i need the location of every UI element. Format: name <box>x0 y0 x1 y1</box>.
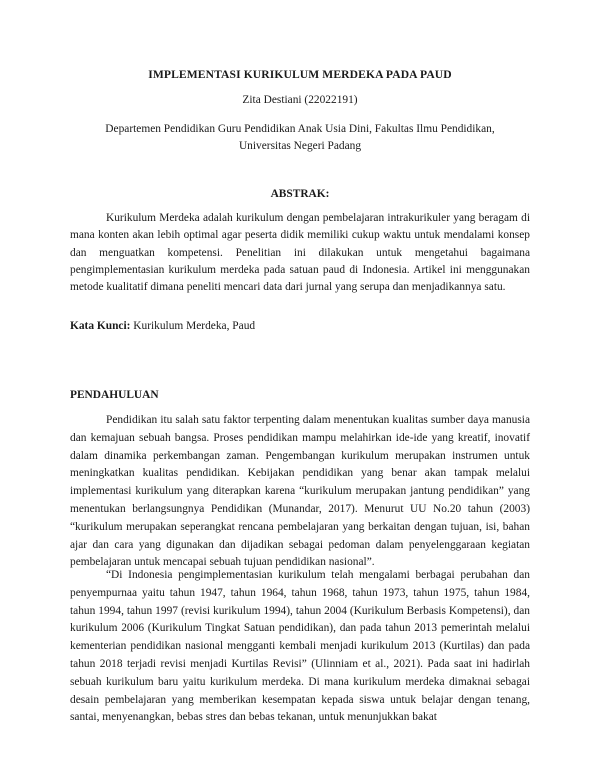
paper-title: IMPLEMENTASI KURIKULUM MERDEKA PADA PAUD <box>148 68 452 81</box>
paragraph-1: Pendidikan itu salah satu faktor terpenting dalam menentukan kualitas sumber daya manusia dan kemajuan sebuah bangsa. Proses pendidikan mampu melahirkan ide-ide yang kreatif, inovatif dalam dinamika perkembangan zaman. Pengembangan kurikulum merupakan instrumen untuk meningkatkan kualitas pendidikan. Kebijakan pendidikan yang benar akan tampak melalui implementasi kurikulum yang diterapkan karena “kurikulum merupakan jantung pendidikan” yang menentukan berlangsungnya Pendidikan (Munandar, 2017). Menurut UU No.20 tahun (2003) “kurikulum merupakan seperangkat rencana pembelajaran yang berkaitan dengan tujuan, isi, bahan ajar dan cara yang digunakan dan dijadikan sebagai pedoman dalam penyelenggaraan kegiatan pembelajaran untuk mencapai sebuah tujuan pendidikan nasional”. <box>70 414 530 569</box>
author-line: Zita Destiani (22022191) <box>242 94 358 106</box>
abstract-heading: ABSTRAK: <box>270 188 330 200</box>
keywords-label: Kata Kunci: <box>70 320 131 332</box>
keywords-value: Kurikulum Merdeka, Paud <box>130 320 256 332</box>
affiliation-line-1: Departemen Pendidikan Guru Pendidikan Anak Usia Dini, Fakultas Ilmu Pendidikan, <box>105 123 495 135</box>
affiliation <box>70 121 530 155</box>
keywords <box>70 320 530 332</box>
paragraph-2: “Di Indonesia pengimplementasian kurikulum telah mengalami berbagai perubahan dan penyempurnaa yaitu tahun 1947, tahun 1964, tahun 1968, tahun 1973, tahun 1975, tahun 1984, tahun 1994, tahun 1997 (revisi kurikulum 1994), tahun 2004 (Kurikulum Berbasis Kompetensi), dan kurikulum 2006 (Kurikulum Tingkat Satuan pendidikan), dan pada tahun 2013 pemerintah melalui kementerian pendidikan nasional mengganti kembali menjadi kurikulum 2013 (Kurtilas) dan pada tahun 2018 terjadi revisi menjadi Kurtilas Revisi” (Ulinniam et al., 2021). Pada saat ini hadirlah sebuah kurikulum baru yaitu kurikulum merdeka. Di mana kurikulum merdeka dimaknai sebagai desain pembelajaran yang memberikan kesempatan kepada siswa untuk belajar dengan tenang, santai, menyenangkan, bebas stres dan bebas tekanan, untuk menunjukkan bakat <box>70 569 530 724</box>
abstract-text: Kurikulum Merdeka adalah kurikulum dengan pembelajaran intrakurikuler yang beragam di mana konten akan lebih optimal agar peserta didik memiliki cukup waktu untuk mendalami konsep dan menguatkan kompetensi. Penelitian ini dilakukan untuk mengetahui bagaimana pengimplementasian kurikulum merdeka pada satuan paud di Indonesia. Artikel ini menggunakan metode kualitatif dimana peneliti mencari data dari jurnal yang serupa dan menjadikannya satu. <box>70 212 530 294</box>
section-heading-pendahuluan: PENDAHULUAN <box>70 389 159 401</box>
affiliation-line-2: Universitas Negeri Padang <box>238 140 362 152</box>
